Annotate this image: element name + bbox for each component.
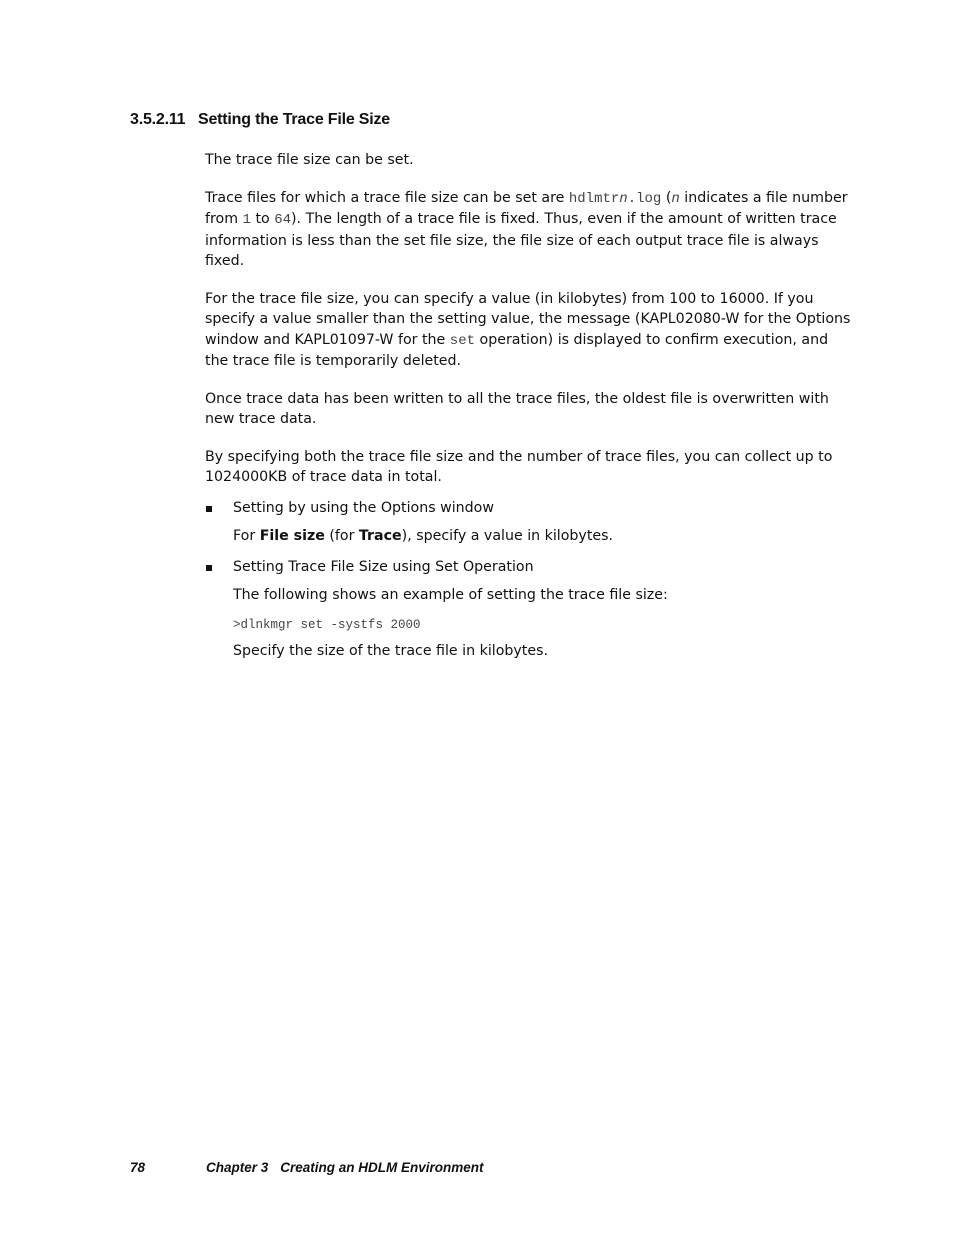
bullet-title: Setting by using the Options window xyxy=(233,499,494,516)
filename-variable: n xyxy=(619,190,628,207)
bullet-title: Setting Trace File Size using Set Operation xyxy=(233,558,534,575)
p2-text-d: to xyxy=(250,211,275,227)
p3-text-b: operation) is displayed to confirm execution, and the trace file is temporarily deleted. xyxy=(205,331,829,369)
section-heading xyxy=(130,111,390,129)
filename-suffix: .log xyxy=(627,190,662,207)
range-end: 64 xyxy=(274,212,292,228)
bullet-description: The following shows an example of setting the trace file size: xyxy=(233,587,668,603)
ui-label-file-size: File size xyxy=(259,528,325,544)
desc-text-a: For xyxy=(233,528,260,544)
trace-filename-code xyxy=(569,191,661,207)
paragraph-3 xyxy=(205,289,855,372)
ui-label-trace: Trace xyxy=(358,528,402,544)
paragraph-4 xyxy=(205,389,855,430)
list-item xyxy=(205,557,855,662)
chapter-title: Creating an HDLM Environment xyxy=(280,1160,484,1175)
p3-text-a: For the trace file size, you can specify a value (in kilobytes) from 100 to 16000. If you specify a value smaller than the setting value, the message (KAPL02080-W for the Options window and KAPL01097-W for the xyxy=(205,290,851,348)
list-item xyxy=(205,498,855,547)
set-command-code: set xyxy=(449,332,476,349)
paragraph-2 xyxy=(205,188,855,272)
p2-text-a: Trace files for which a trace file size can be set are xyxy=(205,189,569,206)
body-text xyxy=(205,150,855,672)
paragraph-4-text: Once trace data has been written to all the trace files, the oldest file is overwritten with new trace data. xyxy=(205,390,829,427)
p2-text-e: ). The length of a trace file is fixed. Thus, even if the amount of written trace information is less than the set file size, the file size of each output trace file is always fixed. xyxy=(205,211,837,269)
paragraph-5-text: By specifying both the trace file size and the number of trace files, you can collect up to 1024000KB of trace data in total. xyxy=(205,448,833,485)
paragraph-1 xyxy=(205,150,855,171)
chapter-label: Chapter 3 xyxy=(206,1160,269,1175)
section-title: Setting the Trace File Size xyxy=(198,111,390,128)
command-example: >dlnkmgr set -systfs 2000 xyxy=(233,617,421,632)
bullet-square-icon xyxy=(206,506,212,512)
bullet-list xyxy=(205,498,855,662)
variable-n: n xyxy=(671,190,680,207)
filename-prefix: hdlmtr xyxy=(568,190,620,207)
range-start: 1 xyxy=(242,212,251,228)
bullet-square-icon xyxy=(206,565,212,571)
p2-text-c: indicates a file number from xyxy=(205,189,848,227)
section-number: 3.5.2.11 xyxy=(130,111,186,128)
command-note: Specify the size of the trace file in kilobytes. xyxy=(233,643,548,659)
bullet-description xyxy=(233,526,855,547)
paragraph-5 xyxy=(205,447,855,488)
p2-text-b: ( xyxy=(661,189,672,206)
chapter-reference xyxy=(206,1160,484,1175)
desc-text-c: (for xyxy=(324,528,359,544)
desc-text-d: ), specify a value in kilobytes. xyxy=(401,528,614,544)
paragraph-1-text: The trace file size can be set. xyxy=(205,152,414,168)
page-number: 78 xyxy=(130,1160,146,1175)
